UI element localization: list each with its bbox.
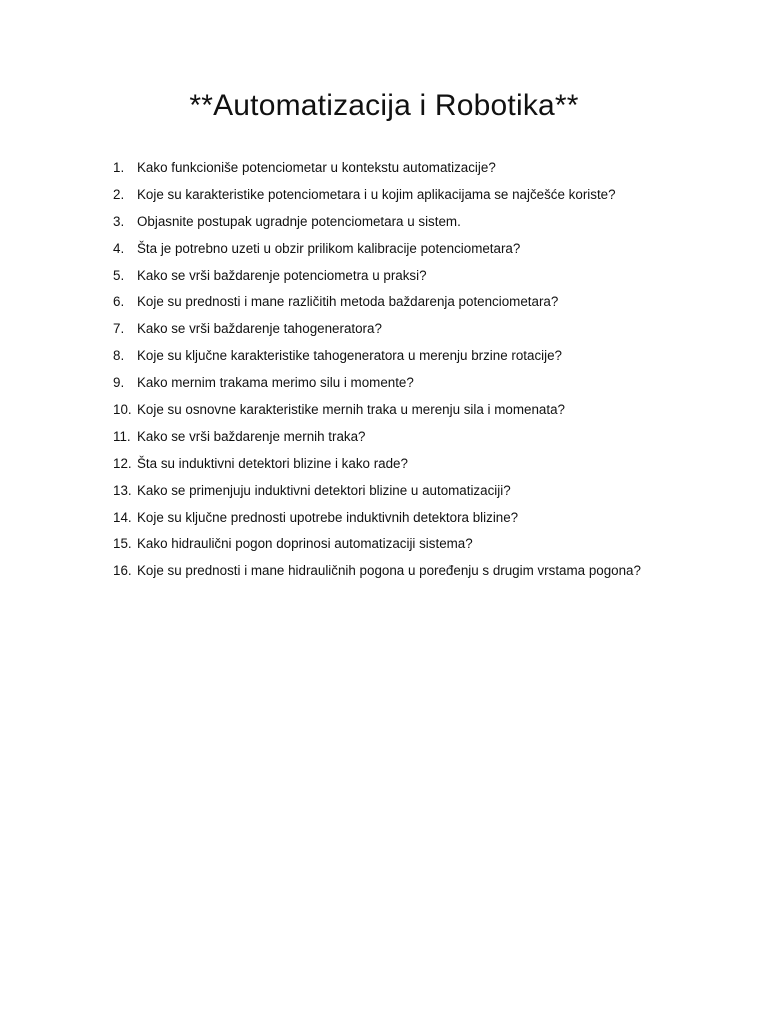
question-list (0, 157, 768, 587)
question-text: Koje su prednosti i mane hidrauličnih pogona u poređenju s drugim vrstama pogona? (137, 563, 641, 579)
question-text: Kako se vrši baždarenje potenciometra u praksi? (137, 267, 427, 283)
list-item (0, 560, 768, 587)
list-item (0, 157, 768, 184)
question-number: 13. (113, 482, 132, 498)
question-text: Kako mernim trakama merimo silu i momente? (137, 375, 414, 391)
list-item (0, 372, 768, 399)
list-item (0, 453, 768, 480)
question-number: 7. (113, 321, 125, 337)
question-number: 12. (113, 455, 132, 471)
question-number: 16. (113, 563, 132, 579)
list-item (0, 426, 768, 453)
question-text: Kako se primenjuju induktivni detektori blizine u automatizaciji? (137, 482, 511, 498)
question-number: 10. (113, 402, 132, 418)
list-item (0, 238, 768, 265)
question-text: Kako se vrši baždarenje tahogeneratora? (137, 321, 382, 337)
question-number: 1. (113, 160, 125, 175)
question-number: 2. (113, 186, 125, 202)
list-item (0, 480, 768, 507)
question-number: 3. (113, 213, 125, 229)
question-number: 5. (113, 267, 125, 283)
question-number: 11. (113, 428, 131, 444)
question-text: Kako hidraulični pogon doprinosi automatizaciji sistema? (137, 536, 473, 552)
question-number: 9. (113, 375, 125, 391)
list-item (0, 318, 768, 345)
list-item (0, 184, 768, 211)
list-item (0, 533, 768, 560)
list-item (0, 265, 768, 292)
question-text: Koje su ključne karakteristike tahogeneratora u merenju brzine rotacije? (137, 348, 563, 364)
question-text: Koje su prednosti i mane različitih metoda baždarenja potenciometara? (137, 294, 559, 310)
question-text: Kako se vrši baždarenje mernih traka? (137, 428, 366, 444)
list-item (0, 399, 768, 426)
question-number: 4. (113, 240, 125, 256)
list-item (0, 507, 768, 534)
question-number: 15. (113, 536, 132, 552)
question-number: 14. (113, 509, 132, 525)
document-title: **Automatizacija i Robotika** (189, 89, 579, 122)
question-text: Koje su ključne prednosti upotrebe induktivnih detektora blizine? (137, 509, 519, 525)
question-text: Koje su osnovne karakteristike mernih traka u merenju sila i momenata? (137, 402, 565, 418)
question-number: 8. (113, 348, 125, 364)
question-text: Koje su karakteristike potenciometara i u kojim aplikacijama se najčešće koriste? (137, 186, 616, 202)
question-number: 6. (113, 294, 125, 310)
question-text: Šta je potrebno uzeti u obzir prilikom kalibracije potenciometara? (137, 240, 521, 256)
list-item (0, 345, 768, 372)
list-item (0, 211, 768, 238)
list-item (0, 291, 768, 318)
question-text: Kako funkcioniše potenciometar u kontekstu automatizacije? (137, 160, 496, 175)
question-text: Objasnite postupak ugradnje potenciometara u sistem. (137, 213, 461, 229)
question-text: Šta su induktivni detektori blizine i kako rade? (137, 455, 408, 471)
